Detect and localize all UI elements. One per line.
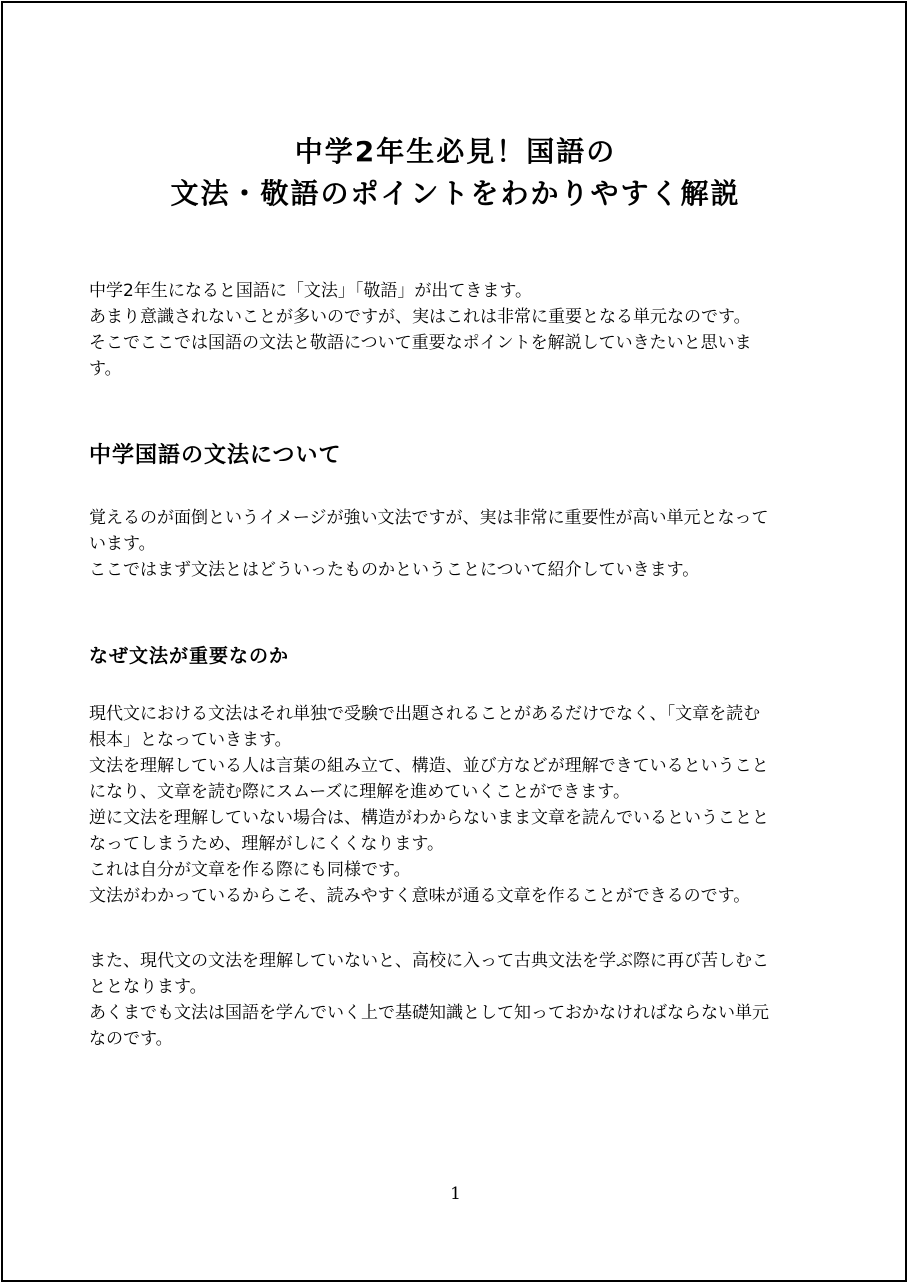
section1-paragraph xyxy=(89,505,829,583)
section1-line: ここではまず文法とはどういったものかということについて紹介していきます。 xyxy=(89,560,700,580)
section2-line: また、現代文の文法を理解していないと、高校に入って古典文法を学ぶ際に再び苦しむこ xyxy=(89,951,769,971)
page-title-line-1: 中学2年生必見！国語の xyxy=(294,135,617,168)
intro-line: そこでここでは国語の文法と敬語について重要なポイントを解説していきたいと思いま xyxy=(89,333,752,353)
section2-paragraph-2 xyxy=(89,948,829,1052)
section2-line: 文法がわかっているからこそ、読みやすく意味が通る文章を作ることができるのです。 xyxy=(89,886,751,906)
intro-line: あまり意識されないことが多いのですが、実はこれは非常に重要となる単元なのです。 xyxy=(89,307,751,327)
page-number: 1 xyxy=(450,1184,461,1204)
intro-paragraph xyxy=(89,278,829,382)
section2-line: なのです。 xyxy=(89,1029,173,1049)
section2-line: 文法を理解している人は言葉の組み立て、構造、並び方などが理解できているということ xyxy=(89,756,769,776)
page-title-line-2: 文法・敬語のポイントをわかりやすく解説 xyxy=(170,177,741,210)
subsection-heading-why-grammar: なぜ文法が重要なのか xyxy=(89,645,290,667)
section2-line: ととなります。 xyxy=(89,977,207,997)
section2-line: あくまでも文法は国語を学んでいく上で基礎知識として知っておかなければならない単元 xyxy=(89,1003,769,1023)
section2-paragraph-1 xyxy=(89,701,829,909)
section2-line: 根本」となっていきます。 xyxy=(89,730,292,750)
section2-line: なってしまうため、理解がしにくくなります。 xyxy=(89,834,444,854)
section2-line: 現代文における文法はそれ単独で受験で出題されることがあるだけでなく、「文章を読む xyxy=(89,704,761,724)
section-heading-grammar: 中学国語の文法について xyxy=(89,443,342,468)
intro-line: す。 xyxy=(89,359,122,379)
section2-line: 逆に文法を理解していない場合は、構造がわからないまま文章を読んでいるということと xyxy=(89,808,769,828)
section1-line: います。 xyxy=(89,534,156,554)
section1-line: 覚えるのが面倒というイメージが強い文法ですが、実は非常に重要性が高い単元となって xyxy=(89,508,769,528)
section2-line: になり、文章を読む際にスムーズに理解を進めていくことができます。 xyxy=(89,782,630,802)
section2-line: これは自分が文章を作る際にも同様です。 xyxy=(89,860,411,880)
intro-line: 中学2年生になると国語に「文法」「敬語」が出てきます。 xyxy=(89,281,532,301)
